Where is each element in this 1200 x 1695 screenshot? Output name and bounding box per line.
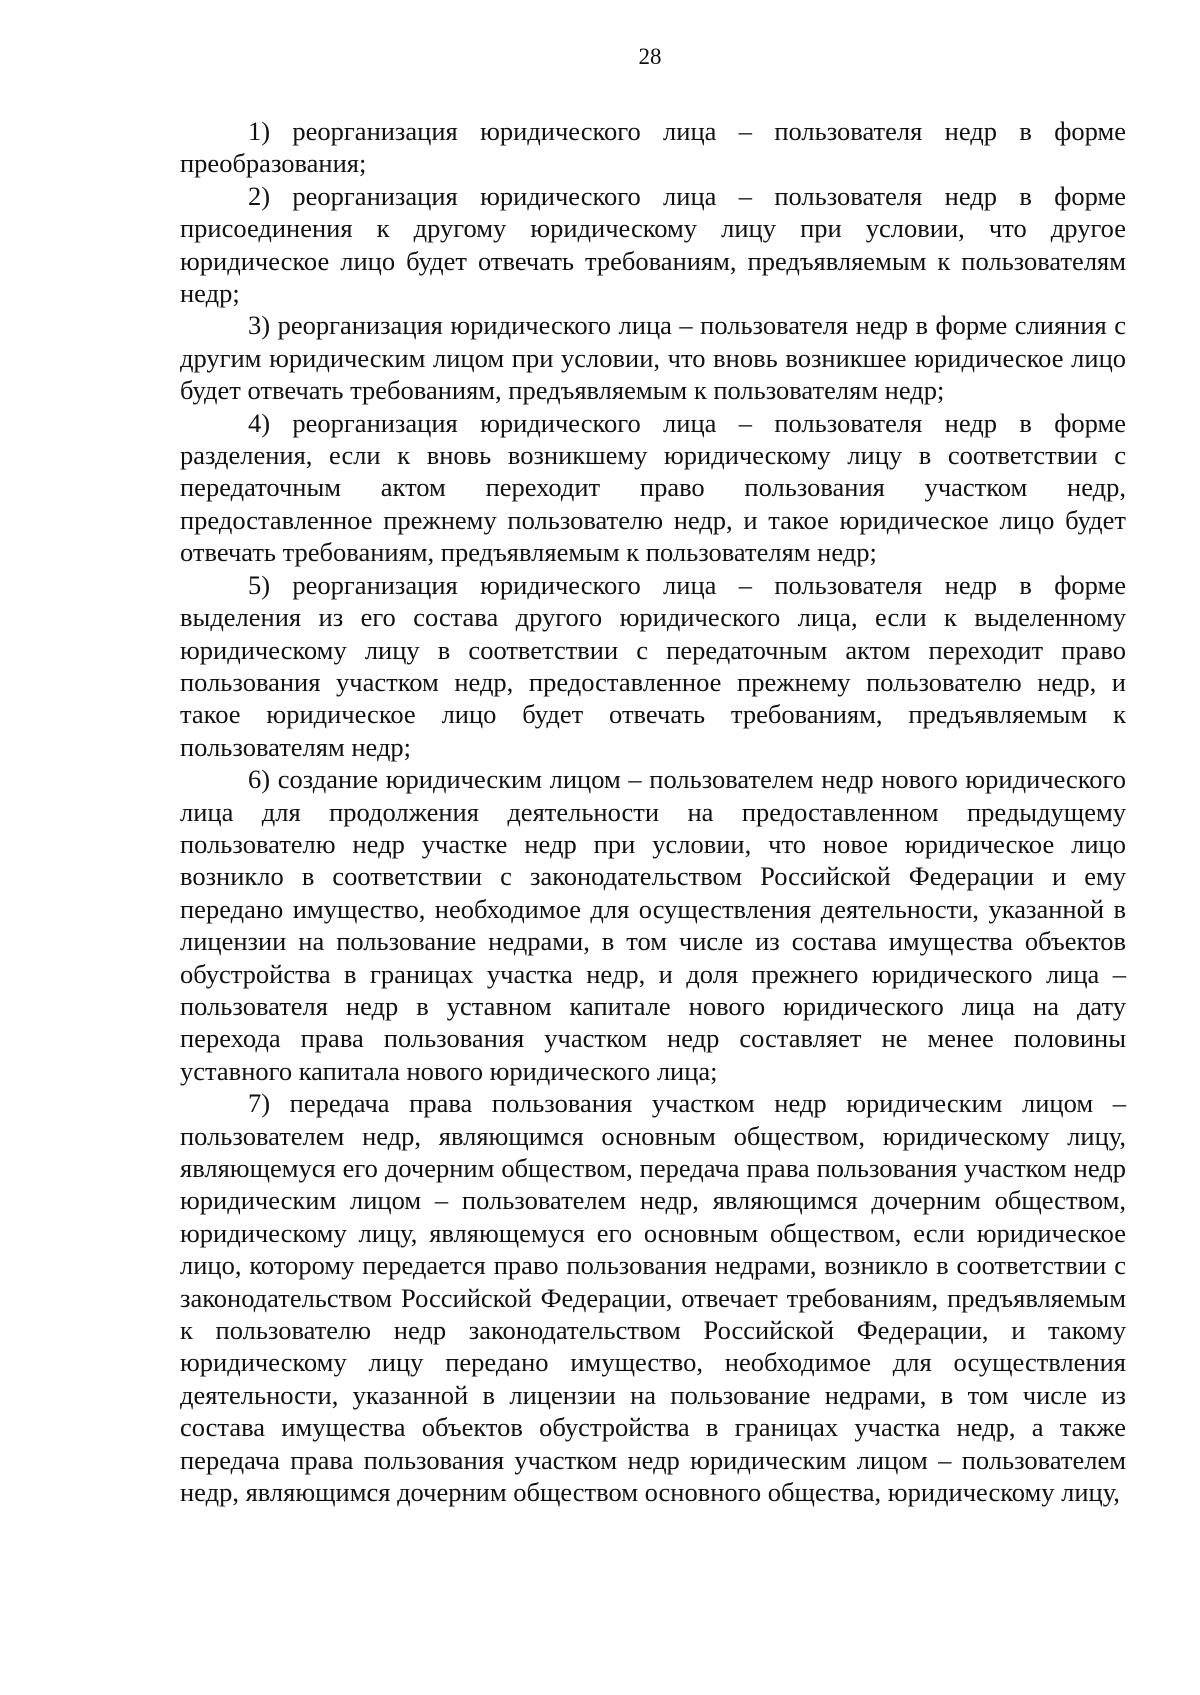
paragraph-item-7: 7) передача права пользования участком недр юридическим лицом – пользователем недр, являющимся основным обществом, юридическому лицу, являющемуся его дочерним обществом, передача права пользования участком недр юридическим лицом – пользователем недр, являющимся дочерним обществом, юридическому лицу, являющемуся его основным обществом, если юридическое лицо, которому передается право пользования недрами, возникло в соответствии с законодательством Российской Федерации, отвечает требованиям, предъявляемым к пользователю недр законодательством Российской Федерации, и такому юридическому лицу передано имущество, необходимое для осуществления деятельности, указанной в лицензии на пользование недрами, в том числе из состава имущества объектов обустройства в границах участка недр, а также передача права пользования участком недр юридическим лицом – пользователем недр, являющимся дочерним обществом основного общества, юридическому лицу, — [180, 1088, 1126, 1508]
paragraph-item-6: 6) создание юридическим лицом – пользователем недр нового юридического лица для продолжения деятельности на предоставленном предыдущему пользователю недр участке недр при условии, что новое юридическое лицо возникло в соответствии с законодательством Российской Федерации и ему передано имущество, необходимое для осуществления деятельности, указанной в лицензии на пользование недрами, в том числе из состава имущества объектов обустройства в границах участка недр, и доля прежнего юридического лица – пользователя недр в уставном капитале нового юридического лица на дату перехода права пользования участком недр составляет не менее половины уставного капитала нового юридического лица; — [180, 764, 1126, 1086]
paragraph-item-2: 2) реорганизация юридического лица – пользователя недр в форме присоединения к другому юридическому лицу при условии, что другое юридическое лицо будет отвечать требованиям, предъявляемым к пользователям недр; — [180, 180, 1126, 309]
document-body — [180, 115, 1126, 1508]
page-number: 28 — [638, 44, 662, 69]
paragraph-item-3: 3) реорганизация юридического лица – пользователя недр в форме слияния с другим юридическим лицом при условии, что вновь возникшее юридическое лицо будет отвечать требованиям, предъявляемым к пользователям недр; — [180, 310, 1126, 406]
paragraph-item-4: 4) реорганизация юридического лица – пользователя недр в форме разделения, если к вновь возникшему юридическому лицу в соответствии с передаточным актом переходит право пользования участком недр, предоставленное прежнему пользователю недр, и такое юридическое лицо будет отвечать требованиям, предъявляемым к пользователям недр; — [180, 407, 1126, 568]
paragraph-item-5: 5) реорганизация юридического лица – пользователя недр в форме выделения из его состава другого юридического лица, если к выделенному юридическому лицу в соответствии с передаточным актом переходит право пользования участком недр, предоставленное прежнему пользователю недр, и такое юридическое лицо будет отвечать требованиям, предъявляемым к пользователям недр; — [180, 569, 1126, 762]
paragraph-item-1: 1) реорганизация юридического лица – пользователя недр в форме преобразования; — [180, 116, 1126, 179]
